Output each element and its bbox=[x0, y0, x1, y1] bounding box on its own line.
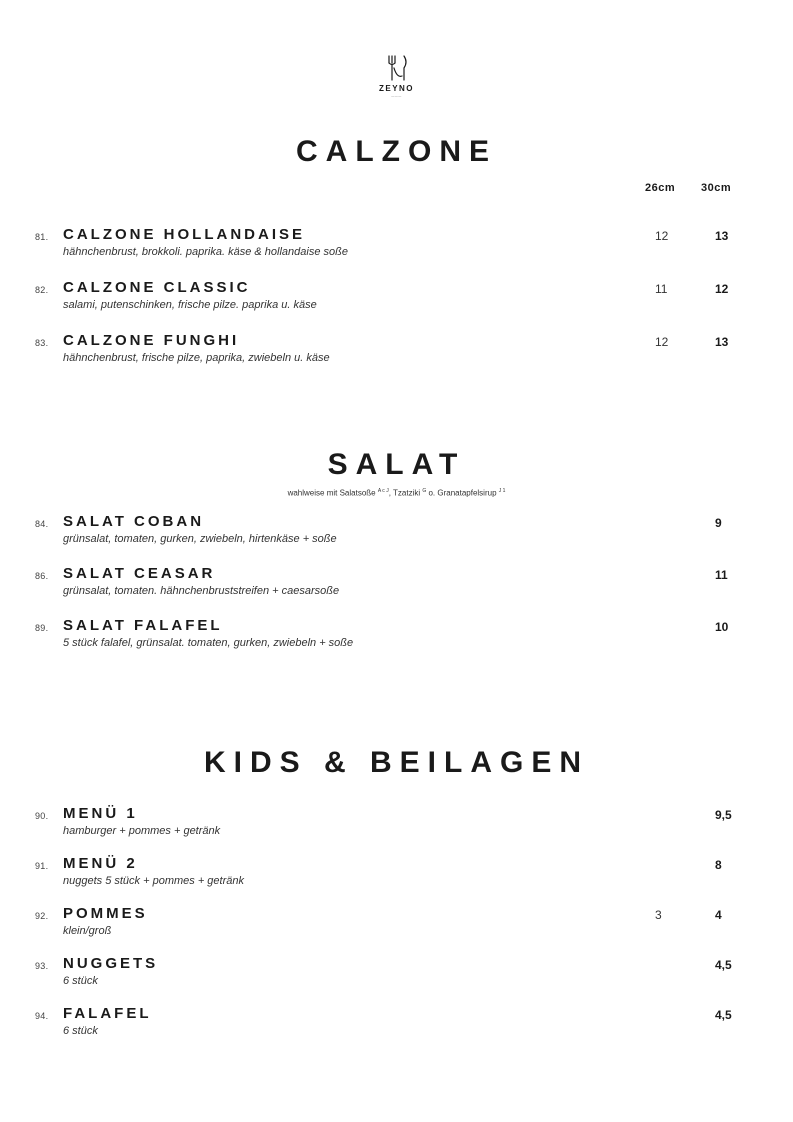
item-name: POMMES bbox=[63, 905, 148, 922]
price-small: 12 bbox=[655, 229, 669, 243]
list-item bbox=[0, 956, 793, 996]
item-name: CALZONE CLASSIC bbox=[63, 279, 251, 296]
item-name: SALAT CEASAR bbox=[63, 565, 216, 582]
allergen-code: G bbox=[422, 488, 427, 494]
price: 4,5 bbox=[715, 1008, 732, 1022]
note-text: wahlweise mit Salatsoße bbox=[287, 488, 376, 498]
logo-name: ZEYNO bbox=[378, 84, 415, 93]
kids-title: KIDS & BEILAGEN bbox=[203, 746, 590, 779]
size-header-30: 30cm bbox=[701, 182, 732, 194]
list-item bbox=[0, 906, 793, 946]
list-item bbox=[0, 806, 793, 846]
item-description: klein/groß bbox=[63, 925, 112, 937]
price: 4,5 bbox=[715, 958, 732, 972]
item-description: 6 stück bbox=[63, 975, 98, 987]
item-name: NUGGETS bbox=[63, 955, 159, 972]
calzone-title: CALZONE bbox=[296, 135, 497, 168]
list-item bbox=[0, 227, 793, 267]
price-large: 13 bbox=[715, 335, 729, 349]
item-number: 86. bbox=[35, 571, 49, 581]
item-number: 90. bbox=[35, 811, 49, 821]
item-number: 92. bbox=[35, 911, 49, 921]
item-number: 83. bbox=[35, 338, 49, 348]
size-header-26: 26cm bbox=[645, 182, 676, 194]
item-name: CALZONE HOLLANDAISE bbox=[63, 226, 305, 243]
item-name: MENÜ 1 bbox=[63, 805, 138, 822]
item-name: SALAT FALAFEL bbox=[63, 617, 223, 634]
list-item bbox=[0, 856, 793, 896]
item-name: CALZONE FUNGHI bbox=[63, 332, 240, 349]
item-number: 82. bbox=[35, 285, 49, 295]
item-description: hamburger + pommes + getränk bbox=[63, 825, 221, 837]
note-text: , Tzatziki bbox=[388, 488, 421, 498]
item-number: 84. bbox=[35, 519, 49, 529]
allergen-code: A c J bbox=[377, 488, 389, 494]
item-number: 89. bbox=[35, 623, 49, 633]
price: 4 bbox=[715, 908, 722, 922]
list-item bbox=[0, 566, 793, 606]
price-large: 13 bbox=[715, 229, 729, 243]
logo bbox=[0, 54, 793, 98]
list-item bbox=[0, 1006, 793, 1046]
price: 11 bbox=[715, 568, 728, 582]
price-large: 12 bbox=[715, 282, 729, 296]
item-description: grünsalat, tomaten. hähnchenbruststreifen + caesarsoße bbox=[63, 585, 340, 597]
note-text: o. Granatapfelsirup bbox=[426, 488, 497, 498]
price: 8 bbox=[715, 858, 722, 872]
price-small: 3 bbox=[655, 908, 662, 922]
item-name: SALAT COBAN bbox=[63, 513, 205, 530]
item-description: 6 stück bbox=[63, 1025, 98, 1037]
item-number: 91. bbox=[35, 861, 49, 871]
price: 10 bbox=[715, 620, 729, 634]
salat-title: SALAT bbox=[327, 448, 466, 481]
item-number: 93. bbox=[35, 961, 49, 971]
price: 9 bbox=[715, 516, 722, 530]
item-description: grünsalat, tomaten, gurken, zwiebeln, hirtenkäse + soße bbox=[63, 533, 337, 545]
list-item bbox=[0, 333, 793, 373]
item-name: MENÜ 2 bbox=[63, 855, 138, 872]
item-number: 81. bbox=[35, 232, 49, 242]
price: 9,5 bbox=[715, 808, 732, 822]
list-item bbox=[0, 618, 793, 658]
allergen-code: J 1 bbox=[498, 488, 506, 494]
list-item bbox=[0, 280, 793, 320]
list-item bbox=[0, 514, 793, 554]
item-description: salami, putenschinken, frische pilze. paprika u. käse bbox=[63, 299, 317, 311]
price-small: 11 bbox=[655, 282, 668, 296]
item-description: hähnchenbrust, brokkoli. paprika. käse & hollandaise soße bbox=[63, 246, 348, 258]
logo-tagline: ——— bbox=[391, 94, 402, 98]
salat-dressing-note bbox=[0, 488, 793, 498]
item-name: FALAFEL bbox=[63, 1005, 152, 1022]
item-number: 94. bbox=[35, 1011, 49, 1021]
price-small: 12 bbox=[655, 335, 669, 349]
item-description: nuggets 5 stück + pommes + getränk bbox=[63, 875, 244, 887]
fork-knife-icon bbox=[382, 54, 412, 82]
item-description: hähnchenbrust, frische pilze, paprika, zwiebeln u. käse bbox=[63, 352, 330, 364]
item-description: 5 stück falafel, grünsalat. tomaten, gurken, zwiebeln + soße bbox=[63, 637, 354, 649]
